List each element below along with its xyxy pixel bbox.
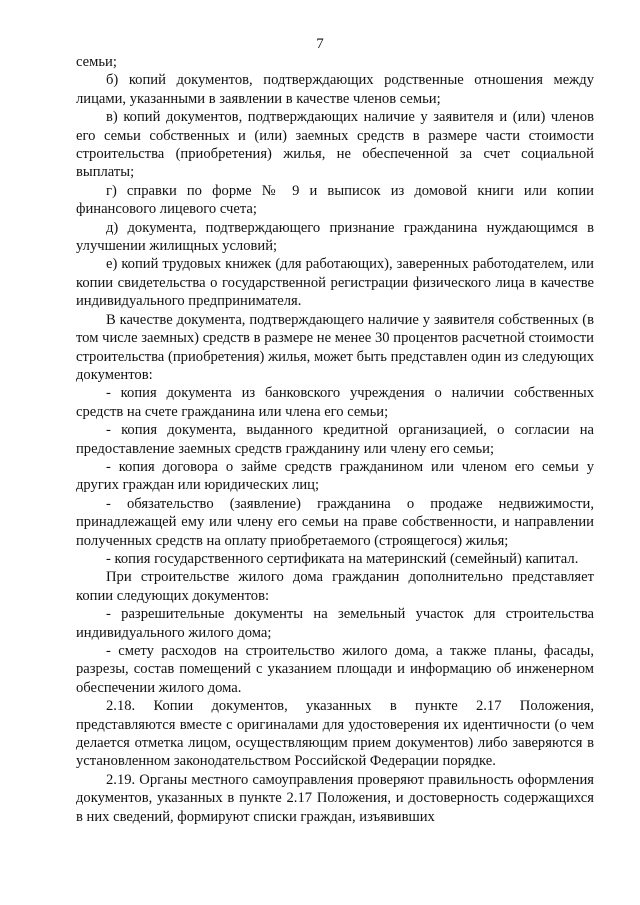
document-body (76, 53, 594, 826)
list-item-loan-contract: - копия договора о займе средств гражданином или членом его семьи у других граждан или юридических лиц; (76, 458, 594, 494)
paragraph-construction-intro: При строительстве жилого дома гражданин дополнительно представляет копии следующих документов: (76, 569, 594, 604)
paragraph-own-funds-intro: В качестве документа, подтверждающего наличие у заявителя собственных (в том числе заемных) средств в размере не менее 30 процентов расчетной стоимости строительства (приобретения) жилья, может быть представлен один из следующих документов: (76, 311, 594, 383)
paragraph-continuation: семьи; (76, 54, 117, 70)
paragraph-item-b: б) копий документов, подтверждающих родственные отношения между лицами, указанными в заявлении в качестве членов семьи; (76, 72, 594, 107)
paragraph-item-v: в) копий документов, подтверждающих наличие у заявителя и (или) членов его семьи собственных и (или) заемных средств в размере части стоимости строительства (приобретения) жилья, не обеспеченной за счет социальной выплаты; (76, 109, 594, 181)
list-item-cost-estimate: - смету расходов на строительство жилого дома, а также планы, фасады, разрезы, состав помещений с указанием площади и информацию об инженерном обеспечении жилого дома. (76, 643, 594, 696)
paragraph-2-18: 2.18. Копии документов, указанных в пункте 2.17 Положения, представляются вместе с оригиналами для удостоверения их идентичности (о чем делается отметка лицом, осуществляющим прием документов) либо заверяются в установленном законодательством Российской Федерации порядке. (76, 698, 594, 770)
paragraph-2-19: 2.19. Органы местного самоуправления проверяют правильность оформления документов, указанных в пункте 2.17 Положения, и достоверность содержащихся в них сведений, формируют списки граждан, изъявивших (76, 771, 594, 825)
list-item-bank-document: - копия документа из банковского учреждения о наличии собственных средств на счете гражданина или члена его семьи; (76, 385, 594, 420)
list-item-sale-obligation: - обязательство (заявление) гражданина о продаже недвижимости, принадлежащей ему или члену его семьи на праве собственности, и направлении полученных средств на оплату приобретаемого (строящегося) жилья; (76, 495, 594, 549)
paragraph-item-d: д) документа, подтверждающего признание гражданина нуждающимся в улучшении жилищных условий; (76, 219, 594, 255)
paragraph-item-e: е) копий трудовых книжек (для работающих), заверенных работодателем, или копии свидетельства о государственной регистрации физического лица в качестве индивидуального предпринимателя. (76, 256, 594, 310)
page-number: 7 (316, 36, 324, 52)
list-item-credit-consent: - копия документа, выданного кредитной организацией, о согласии на предоставление заемных средств гражданину или члену его семьи; (76, 422, 594, 457)
list-item-land-permits: - разрешительные документы на земельный участок для строительства индивидуального жилого дома; (76, 606, 594, 641)
paragraph-item-g: г) справки по форме № 9 и выписок из домовой книги или копии финансового лицевого счета; (76, 182, 594, 218)
list-item-maternity-certificate: - копия государственного сертификата на материнский (семейный) капитал. (106, 550, 579, 567)
